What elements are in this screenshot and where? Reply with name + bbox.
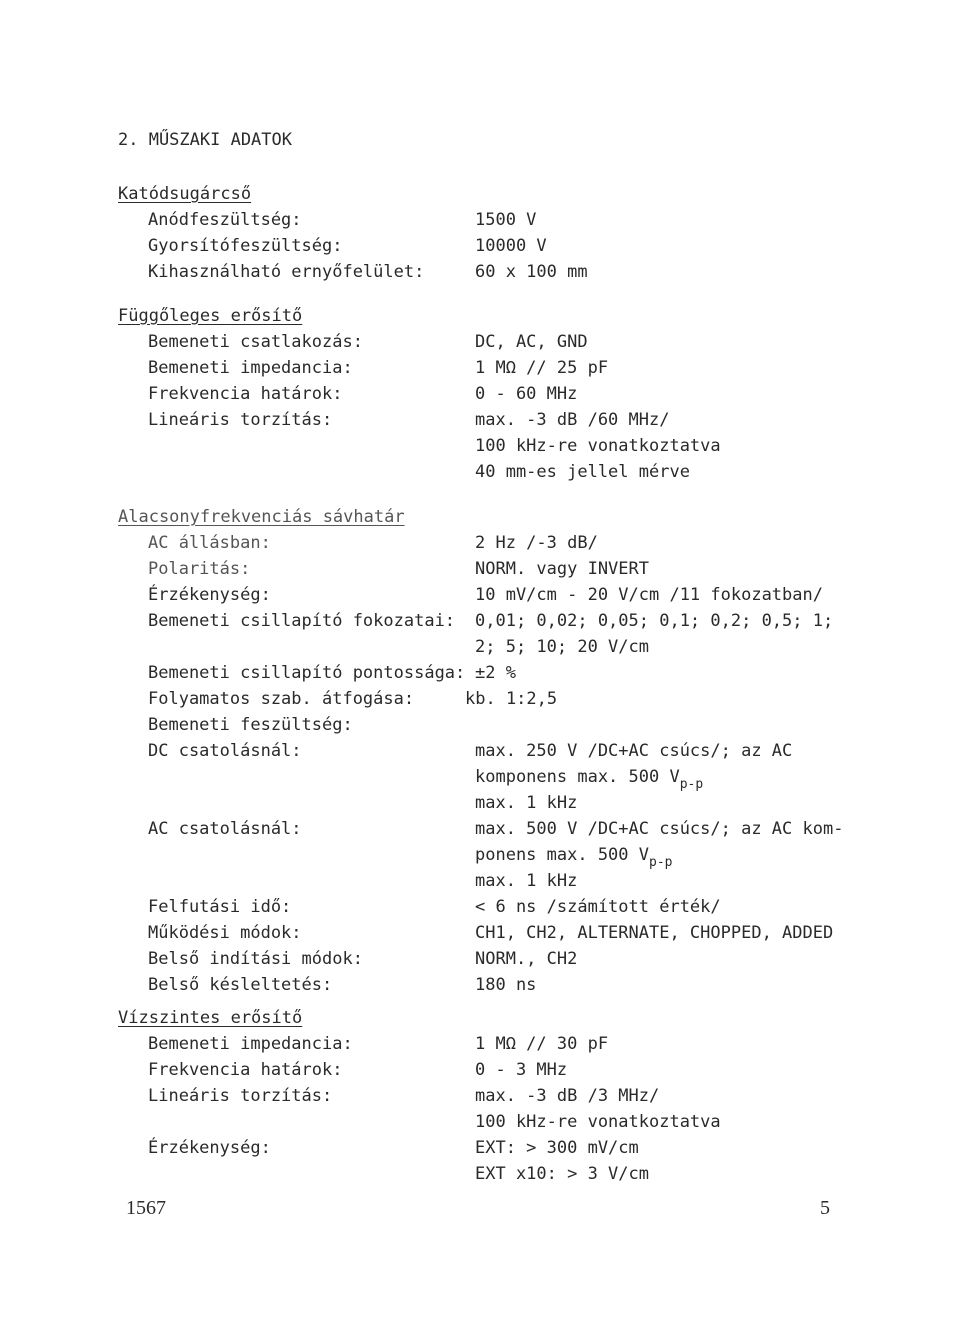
lf-ac-line-1-text: ponens max. 500 V xyxy=(475,845,649,865)
lf-label-0: AC állásban: xyxy=(148,533,271,553)
lf-value-0: 2 Hz /-3 dB/ xyxy=(475,533,598,553)
lf-dc-label: DC csatolásnál: xyxy=(148,741,302,761)
crt-label-2: Kihasználható ernyőfelület: xyxy=(148,262,425,282)
lf2-label-1: Működési módok: xyxy=(148,923,302,943)
lf-value-1: NORM. vagy INVERT xyxy=(475,559,649,579)
lf-label-2: Érzékenység: xyxy=(148,585,271,605)
lf2-value-0: < 6 ns /számított érték/ xyxy=(475,897,721,917)
lf2-label-0: Felfutási idő: xyxy=(148,897,292,917)
vert-label-0: Bemeneti csatlakozás: xyxy=(148,332,363,352)
hor-sens-value-0: EXT: > 300 mV/cm xyxy=(475,1138,639,1158)
vert-extra-1: 40 mm-es jellel mérve xyxy=(475,462,690,482)
lf-accuracy-value: ±2 % xyxy=(475,663,516,683)
lf2-value-2: NORM., CH2 xyxy=(475,949,578,969)
section-title-horizontal: Vízszintes erősítő xyxy=(118,1008,303,1028)
doc-number: 1567 xyxy=(126,1197,166,1219)
hor-value-2: max. -3 dB /3 MHz/ xyxy=(475,1086,660,1106)
lf-ac-line-2: max. 1 kHz xyxy=(475,871,578,891)
section-title-vertical: Függőleges erősítő xyxy=(118,306,303,326)
vert-value-3: max. -3 dB /60 MHz/ xyxy=(475,410,670,430)
lf-label-1: Polaritás: xyxy=(148,559,251,579)
hor-value-1: 0 - 3 MHz xyxy=(475,1060,568,1080)
section-title-crt: Katódsugárcső xyxy=(118,184,252,204)
lf-label-3: Bemeneti csillapító fokozatai: xyxy=(148,611,456,631)
lf-dc-line-1 xyxy=(475,767,703,795)
lf-attenuator-cont: 2; 5; 10; 20 V/cm xyxy=(475,637,649,657)
hor-label-2: Lineáris torzítás: xyxy=(148,1086,333,1106)
crt-value-1: 10000 V xyxy=(475,236,547,256)
vpp-subscript: p-p xyxy=(679,777,704,792)
lf-ac-line-0: max. 500 V /DC+AC csúcs/; az AC kom- xyxy=(475,819,844,839)
lf-ac-line-1 xyxy=(475,845,672,873)
lf-dc-line-1-text: komponens max. 500 V xyxy=(475,767,680,787)
lf-dc-line-2: max. 1 kHz xyxy=(475,793,578,813)
vpp-subscript: p-p xyxy=(649,855,673,870)
hor-label-0: Bemeneti impedancia: xyxy=(148,1034,353,1054)
page-heading: 2. MŰSZAKI ADATOK xyxy=(118,130,292,150)
vert-value-0: DC, AC, GND xyxy=(475,332,588,352)
lf2-label-3: Belső késleltetés: xyxy=(148,975,333,995)
vert-extra-0: 100 kHz-re vonatkoztatva xyxy=(475,436,721,456)
vert-value-2: 0 - 60 MHz xyxy=(475,384,578,404)
hor-label-1: Frekvencia határok: xyxy=(148,1060,343,1080)
crt-label-1: Gyorsítófeszültség: xyxy=(148,236,343,256)
lf-accuracy-label: Bemeneti csillapító pontossága: xyxy=(148,663,466,683)
lf-overlap-value: kb. 1:2,5 xyxy=(465,689,558,709)
hor-sens-label: Érzékenység: xyxy=(148,1138,271,1158)
lf2-value-3: 180 ns xyxy=(475,975,537,995)
hor-value-0: 1 MΩ // 30 pF xyxy=(475,1034,609,1054)
lf-dc-line-0: max. 250 V /DC+AC csúcs/; az AC xyxy=(475,741,793,761)
section-title-lowfreq: Alacsonyfrekvenciás sávhatár xyxy=(118,507,405,527)
lf2-value-1: CH1, CH2, ALTERNATE, CHOPPED, ADDED xyxy=(475,923,834,943)
hor-extra: 100 kHz-re vonatkoztatva xyxy=(475,1112,721,1132)
crt-value-2: 60 x 100 mm xyxy=(475,262,588,282)
crt-value-0: 1500 V xyxy=(475,210,537,230)
lf-value-3: 0,01; 0,02; 0,05; 0,1; 0,2; 0,5; 1; xyxy=(475,611,834,631)
lf-overlap-label: Folyamatos szab. átfogása: xyxy=(148,689,415,709)
vert-label-2: Frekvencia határok: xyxy=(148,384,343,404)
lf-input-voltage-label: Bemeneti feszültség: xyxy=(148,715,353,735)
lf-ac-label: AC csatolásnál: xyxy=(148,819,302,839)
vert-label-1: Bemeneti impedancia: xyxy=(148,358,353,378)
hor-sens-value-1: EXT x10: > 3 V/cm xyxy=(475,1164,649,1184)
lf2-label-2: Belső indítási módok: xyxy=(148,949,363,969)
vert-value-1: 1 MΩ // 25 pF xyxy=(475,358,609,378)
lf-value-2: 10 mV/cm - 20 V/cm /11 fokozatban/ xyxy=(475,585,823,605)
page-number: 5 xyxy=(820,1197,830,1219)
vert-label-3: Lineáris torzítás: xyxy=(148,410,333,430)
crt-label-0: Anódfeszültség: xyxy=(148,210,302,230)
